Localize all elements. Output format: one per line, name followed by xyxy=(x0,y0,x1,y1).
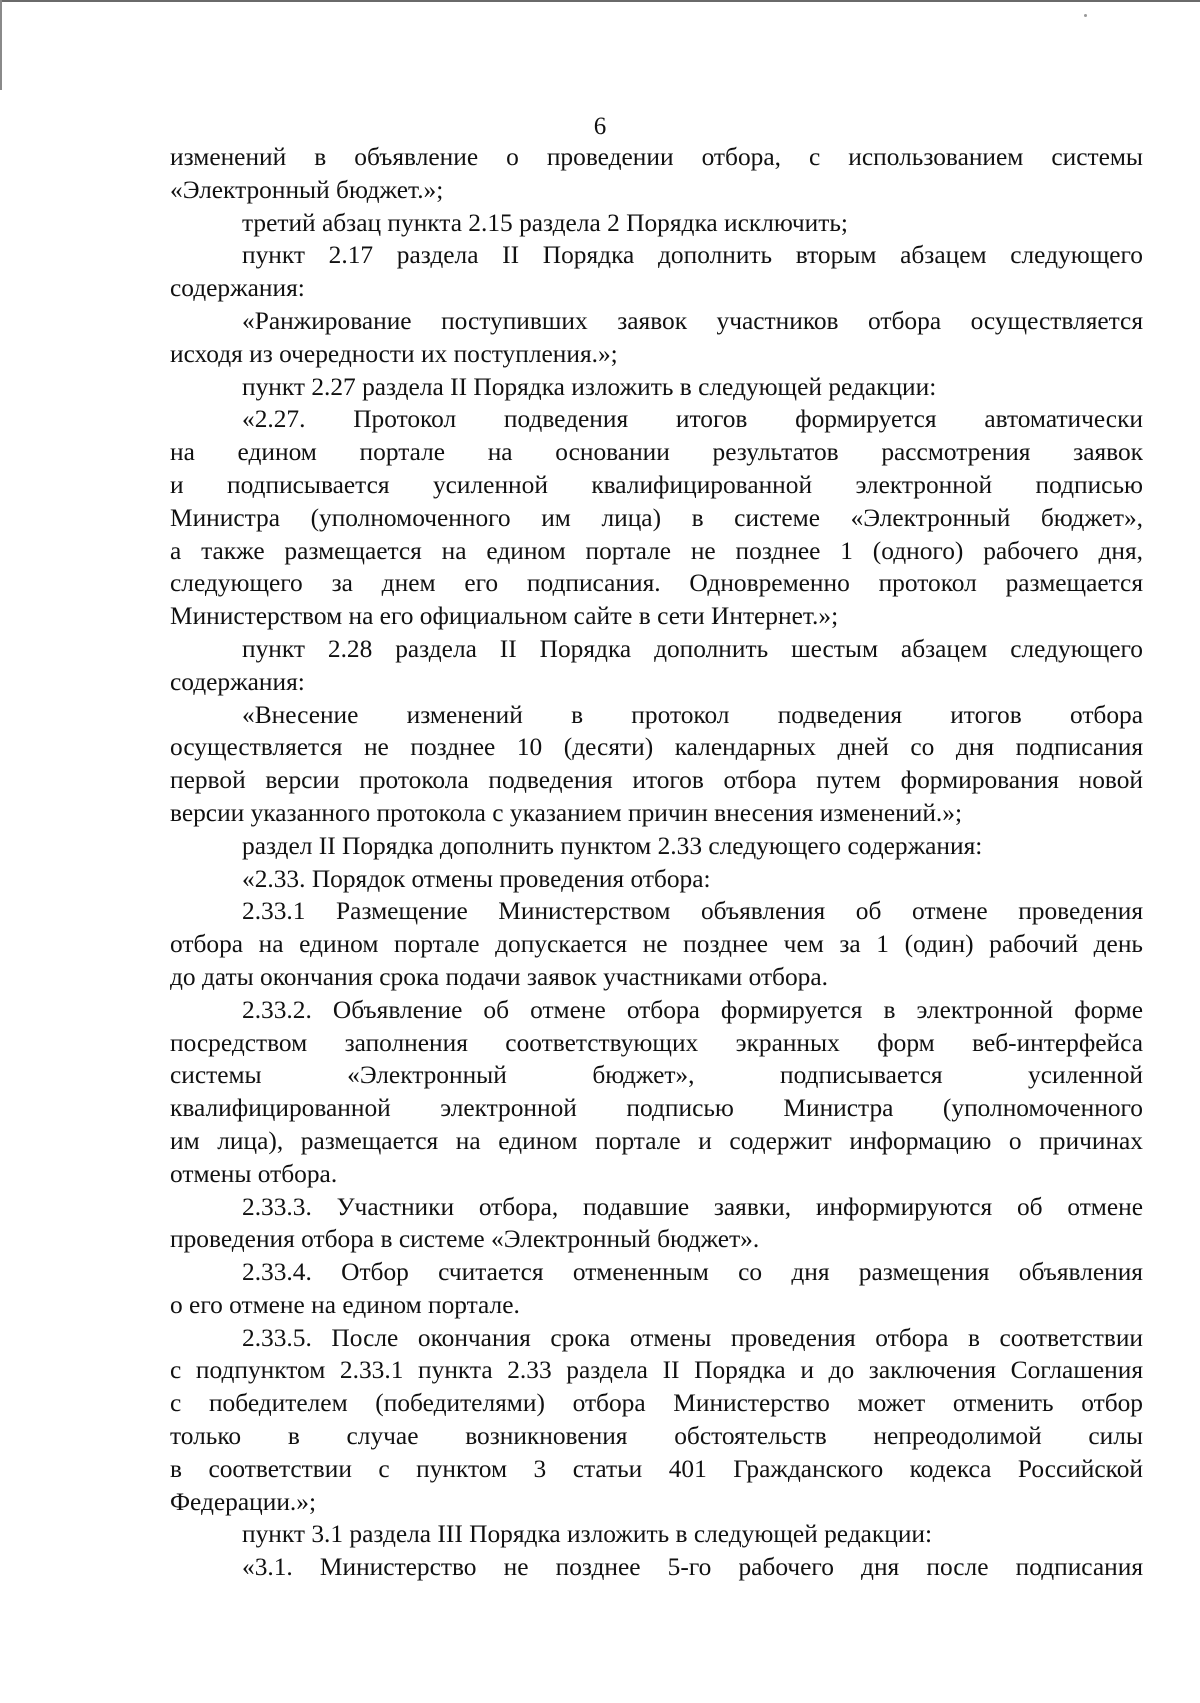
text-line: первой версии протокола подведения итогов отбора путем формирования новой xyxy=(170,766,1143,795)
text-line: и подписывается усиленной квалифицированной электронной подписью xyxy=(170,470,1143,499)
text-line: версии указанного протокола с указанием причин внесения изменений.»; xyxy=(170,798,963,827)
text-line: осуществляется не позднее 10 (десяти) календарных дней со дня подписания xyxy=(170,733,1143,762)
text-line: проведения отбора в системе «Электронный бюджет». xyxy=(170,1225,760,1254)
text-line: пункт 2.27 раздела II Порядка изложить в следующей редакции: xyxy=(242,372,937,401)
text-line: содержания: xyxy=(170,274,305,303)
text-line: до даты окончания срока подачи заявок участниками отбора. xyxy=(170,962,828,991)
text-line: с победителем (победителями) отбора Министерство может отменить отбор xyxy=(170,1389,1143,1418)
text-line: в соответствии с пунктом 3 статьи 401 Гражданского кодекса Российской xyxy=(170,1454,1143,1483)
text-line: Федерации.»; xyxy=(170,1487,317,1516)
text-line: а также размещается на едином портале не позднее 1 (одного) рабочего дня, xyxy=(170,536,1143,565)
text-line: третий абзац пункта 2.15 раздела 2 Порядка исключить; xyxy=(242,208,848,237)
text-line: «Электронный бюджет.»; xyxy=(170,175,444,204)
text-line: «2.33. Порядок отмены проведения отбора: xyxy=(242,864,711,893)
text-line: только в случае возникновения обстоятельств непреодолимой силы xyxy=(170,1422,1143,1451)
text-line: Министерством на его официальном сайте в сети Интернет.»; xyxy=(170,602,839,631)
text-line: «3.1. Министерство не позднее 5-го рабочего дня после подписания xyxy=(242,1553,1143,1582)
text-line: с подпунктом 2.33.1 пункта 2.33 раздела II Порядка и до заключения Соглашения xyxy=(170,1356,1143,1385)
text-line: «2.27. Протокол подведения итогов формируется автоматически xyxy=(242,405,1143,434)
text-line: 2.33.4. Отбор считается отмененным со дня размещения объявления xyxy=(242,1258,1143,1287)
text-line: «Внесение изменений в протокол подведения итогов отбора xyxy=(242,700,1143,729)
page-number: 6 xyxy=(593,113,607,140)
text-line: отбора на едином портале допускается не позднее чем за 1 (один) рабочий день xyxy=(170,930,1143,959)
scan-border-top xyxy=(0,0,1200,2)
text-line: пункт 2.28 раздела II Порядка дополнить шестым абзацем следующего xyxy=(242,634,1143,663)
text-line: 2.33.3. Участники отбора, подавшие заявки, информируются об отмене xyxy=(242,1192,1143,1221)
text-line: пункт 2.17 раздела II Порядка дополнить вторым абзацем следующего xyxy=(242,241,1143,270)
text-line: им лица), размещается на едином портале и содержит информацию о причинах xyxy=(170,1126,1143,1155)
text-line: отмены отбора. xyxy=(170,1159,338,1188)
text-line: пункт 3.1 раздела III Порядка изложить в следующей редакции: xyxy=(242,1520,933,1549)
text-line: исходя из очередности их поступления.»; xyxy=(170,339,618,368)
text-line: посредством заполнения соответствующих экранных форм веб-интерфейса xyxy=(170,1028,1143,1057)
text-line: следующего за днем его подписания. Одновременно протокол размещается xyxy=(170,569,1143,598)
text-line: содержания: xyxy=(170,667,305,696)
document-body xyxy=(170,141,1143,1584)
text-line: системы «Электронный бюджет», подписывается усиленной xyxy=(170,1061,1143,1090)
text-line: изменений в объявление о проведении отбора, с использованием системы xyxy=(170,143,1143,171)
text-line: 2.33.5. После окончания срока отмены проведения отбора в соответствии xyxy=(242,1323,1143,1352)
text-line: на едином портале на основании результатов рассмотрения заявок xyxy=(170,438,1143,467)
text-line: о его отмене на едином портале. xyxy=(170,1290,520,1319)
text-line: 2.33.2. Объявление об отмене отбора формируется в электронной форме xyxy=(242,995,1143,1024)
scan-speck xyxy=(1084,14,1087,17)
text-line: «Ранжирование поступивших заявок участников отбора осуществляется xyxy=(242,306,1143,335)
text-line: раздел II Порядка дополнить пунктом 2.33 следующего содержания: xyxy=(242,831,983,860)
text-line: квалифицированной электронной подписью Министра (уполномоченного xyxy=(170,1094,1143,1123)
scan-border-left xyxy=(0,0,2,90)
text-line: 2.33.1 Размещение Министерством объявления об отмене проведения xyxy=(242,897,1143,926)
text-line: Министра (уполномоченного им лица) в системе «Электронный бюджет», xyxy=(170,503,1143,532)
